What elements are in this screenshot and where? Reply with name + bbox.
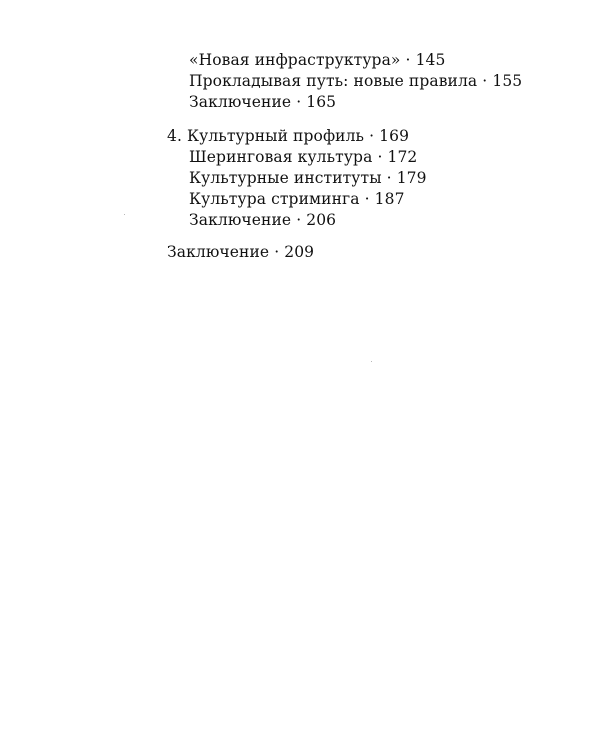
scan-speck [371,361,372,362]
toc-entry-chapter3-conclusion: Заключение · 165 [189,93,337,111]
toc-entry-chapter4-conclusion: Заключение · 206 [189,211,337,229]
toc-entry-cultural-institutions: Культурные институты · 179 [189,169,427,187]
toc-entry-book-conclusion: Заключение · 209 [167,243,315,261]
toc-entry-new-infrastructure: «Новая инфраструктура» · 145 [189,51,446,69]
scan-speck [124,214,125,215]
toc-chapter-heading: 4. Культурный профиль · 169 [167,127,410,145]
toc-entry-sharing-culture: Шеринговая культура · 172 [189,148,418,166]
toc-entry-streaming-culture: Культура стриминга · 187 [189,190,405,208]
toc-entry-paving-the-way: Прокладывая путь: новые правила · 155 [189,72,523,90]
